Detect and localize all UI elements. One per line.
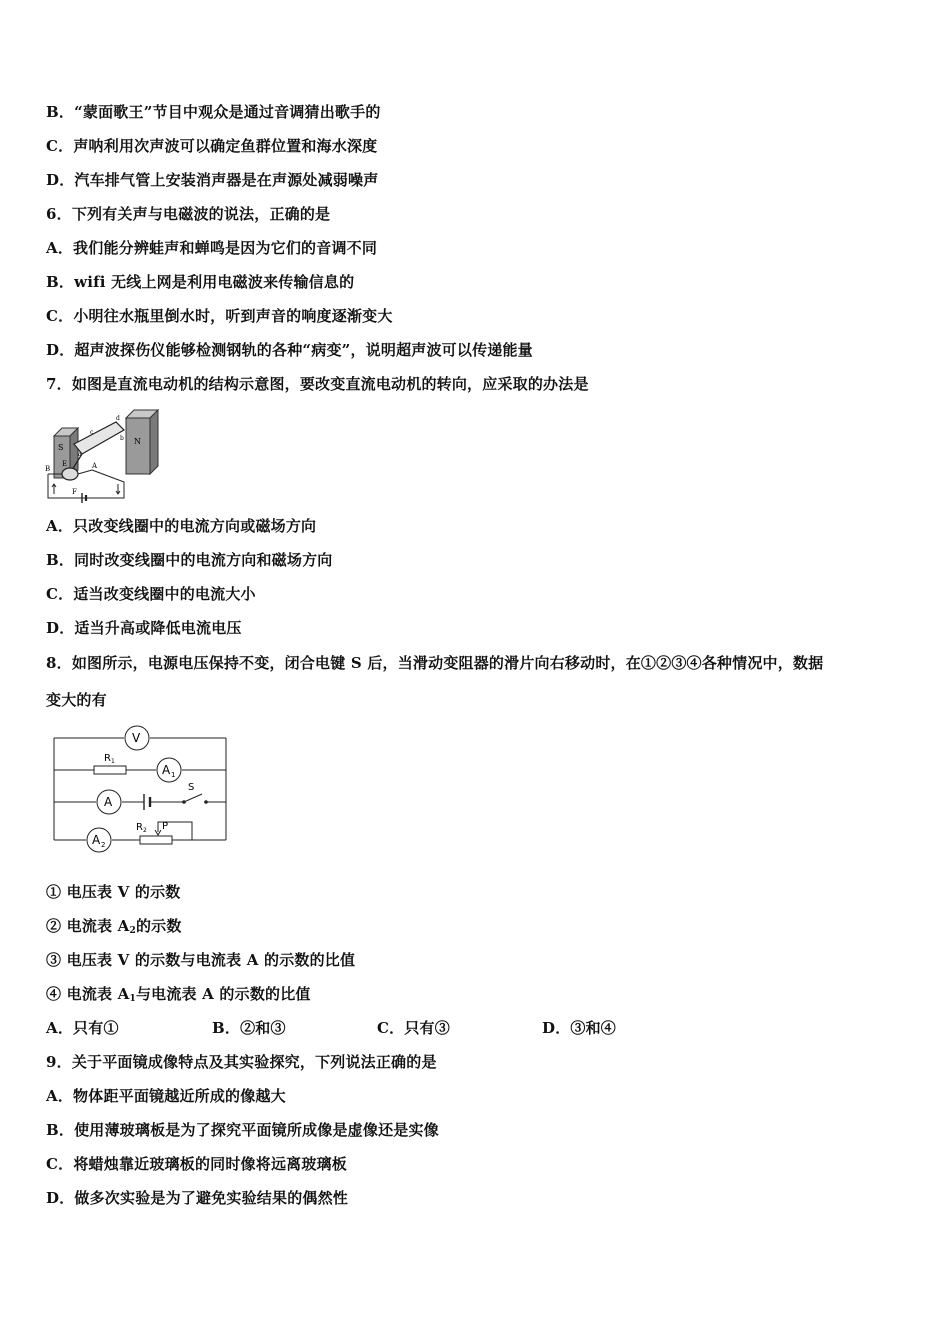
switch-contact: [204, 800, 208, 804]
switch-s: [184, 794, 202, 802]
q8-item-2-post: 的示数: [135, 917, 182, 935]
voltmeter-label: V: [132, 731, 141, 745]
r2-subscript: 2: [143, 827, 147, 834]
label-c: c: [90, 429, 94, 436]
q8-item-1: ① 电压表 V 的示数: [46, 883, 181, 901]
q7-option-c: C．适当改变线圈中的电流大小: [46, 585, 256, 603]
q7-option-a: A．只改变线圈中的电流方向或磁场方向: [46, 517, 317, 535]
q7-option-d: D．适当升高或降低电流电压: [46, 619, 242, 637]
label-n: N: [134, 437, 141, 446]
q8-option-a: A．只有①: [46, 1019, 119, 1037]
rheostat-r2: [140, 836, 172, 844]
slider-p-label: P: [162, 821, 169, 832]
ammeter-a-label: A: [104, 795, 113, 809]
q6-option-a: A．我们能分辨蛙声和蝉鸣是因为它们的音调不同: [46, 239, 378, 257]
ammeter-a1-subscript: 1: [171, 771, 176, 779]
magnet-n-side: [150, 410, 158, 474]
label-a: A: [92, 462, 98, 470]
label-f: F: [72, 488, 77, 496]
q8-item-2-sub: 2: [129, 926, 136, 936]
label-s: S: [58, 443, 64, 452]
q9-option-d: D．做多次实验是为了避免实验结果的偶然性: [46, 1189, 349, 1207]
q6-option-c: C．小明往水瓶里倒水时，听到声音的响度逐渐变大: [46, 307, 393, 325]
label-b: B: [45, 465, 51, 473]
q8-option-b: B．②和③: [212, 1019, 286, 1037]
circuit-diagram: [46, 722, 232, 854]
resistor-r1: [94, 766, 126, 774]
q8-item-4-sub: 1: [129, 994, 136, 1004]
q6-stem: 6．下列有关声与电磁波的说法，正确的是: [46, 205, 331, 223]
q7-option-b: B．同时改变线圈中的电流方向和磁场方向: [46, 551, 333, 569]
label-d: d: [116, 415, 120, 422]
q8-stem-line1: 8．如图所示，电源电压保持不变，闭合电键 S 后，当滑动变阻器的滑片向右移动时，在①②③④各种情况中，数据: [46, 654, 824, 672]
q6-option-d: D．超声波探伤仪能够检测钢轨的各种“病变”，说明超声波可以传递能量: [46, 341, 533, 359]
q5-option-d: D．汽车排气管上安装消声器是在声源处减弱噪声: [46, 171, 379, 189]
label-e: E: [62, 460, 68, 468]
q8-item-4: [46, 984, 311, 1009]
ammeter-a2-label: A: [92, 833, 101, 847]
switch-pivot: [182, 800, 186, 804]
ammeter-a1-label: A: [162, 763, 171, 777]
commutator: [62, 468, 78, 480]
q9-option-b: B．使用薄玻璃板是为了探究平面镜所成像是虚像还是实像: [46, 1121, 439, 1139]
dc-motor-diagram: [44, 404, 168, 504]
q8-stem-line2: 变大的有: [46, 691, 107, 709]
r1-label: R: [104, 753, 111, 764]
ammeter-a2-subscript: 2: [101, 841, 106, 849]
brush-a: [78, 470, 92, 474]
q9-option-a: A．物体距平面镜越近所成的像越大: [46, 1087, 286, 1105]
q5-option-c: C．声呐利用次声波可以确定鱼群位置和海水深度: [46, 137, 378, 155]
q8-item-4-post: 与电流表 A 的示数的比值: [135, 985, 311, 1003]
q8-option-d: D．③和④: [542, 1019, 617, 1037]
q8-item-3: ③ 电压表 V 的示数与电流表 A 的示数的比值: [46, 951, 356, 969]
q8-item-2-pre: ② 电流表 A: [46, 917, 130, 935]
label-lower-b: b: [120, 435, 124, 442]
q8-options: [46, 1018, 746, 1038]
switch-s-label: S: [188, 782, 195, 793]
label-lower-a: a: [78, 451, 82, 458]
r2-label: R: [136, 822, 143, 833]
q5-option-b: B．“蒙面歌王”节目中观众是通过音调猜出歌手的: [46, 103, 381, 121]
coil: [74, 422, 124, 454]
r1-subscript: 1: [111, 758, 115, 765]
magnet-n-front: [126, 418, 150, 474]
q6-option-b: B．wifi 无线上网是利用电磁波来传输信息的: [46, 273, 355, 291]
q9-option-c: C．将蜡烛靠近玻璃板的同时像将远离玻璃板: [46, 1155, 347, 1173]
q8-item-2: [46, 916, 182, 941]
q8-item-4-pre: ④ 电流表 A: [46, 985, 130, 1003]
q9-stem: 9．关于平面镜成像特点及其实验探究，下列说法正确的是: [46, 1053, 437, 1071]
q8-option-c: C．只有③: [377, 1019, 450, 1037]
q7-stem: 7．如图是直流电动机的结构示意图，要改变直流电动机的转向，应采取的办法是: [46, 375, 589, 393]
